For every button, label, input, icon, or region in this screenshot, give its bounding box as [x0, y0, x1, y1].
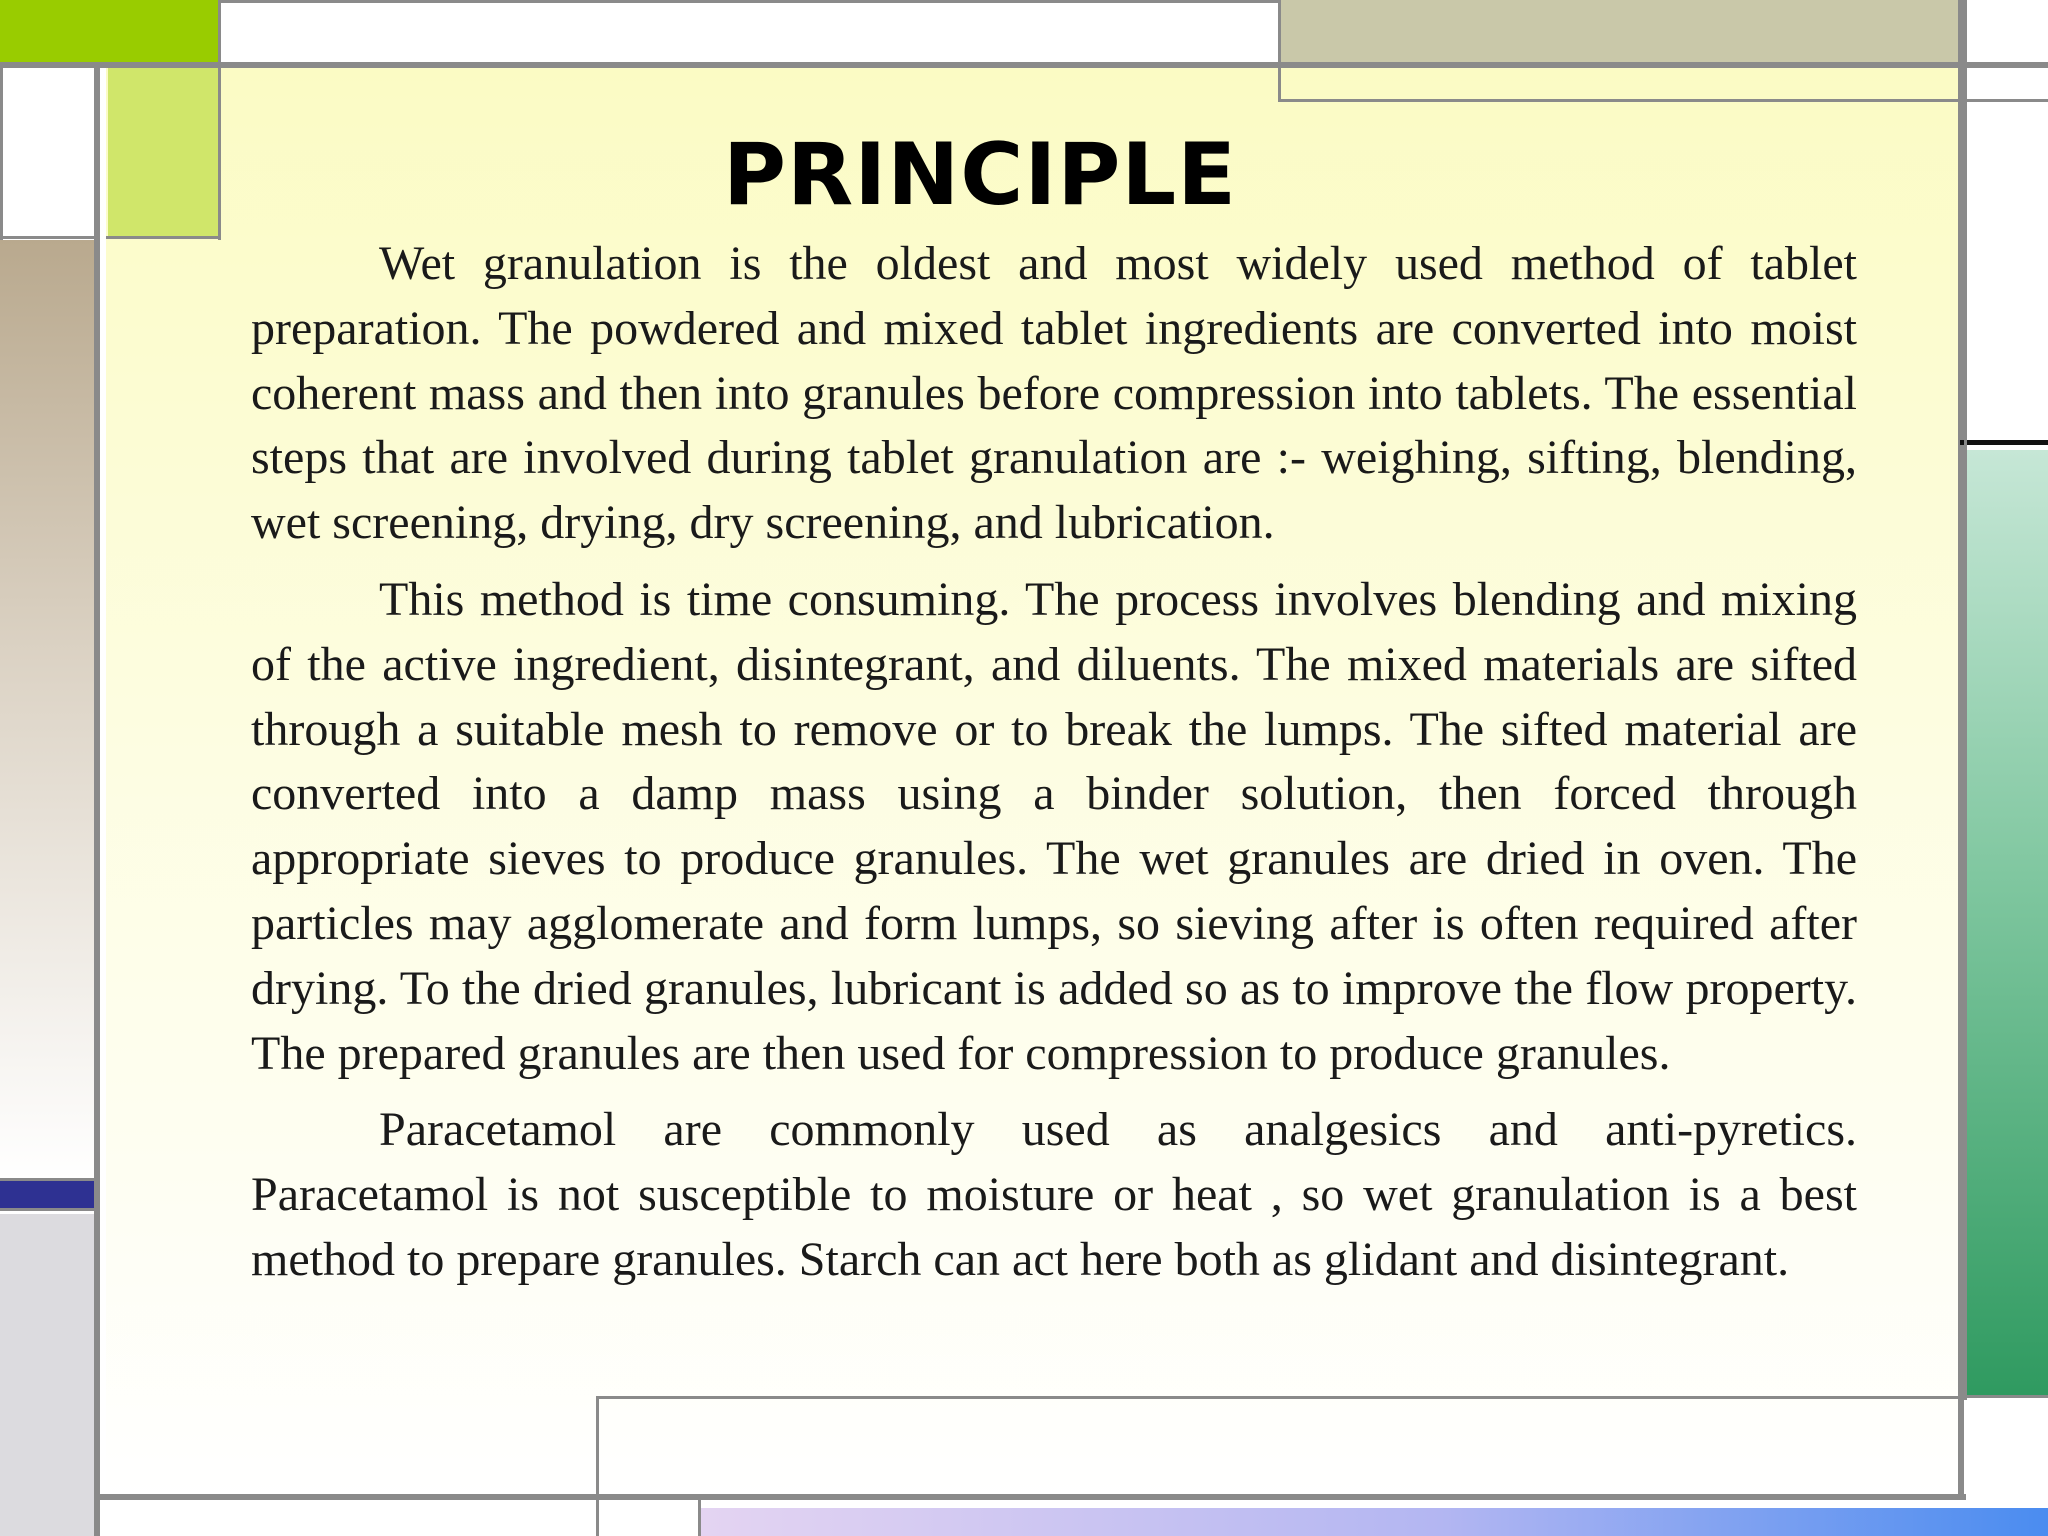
- paragraph-paracetamol: Paracetamol are commonly used as analgesics and anti-pyretics. Paracetamol is not susceptible to moisture or heat , so wet granulation is a best method to prepare granules. Starch can act here both as glidant and disintegrant.: [251, 1103, 1857, 1286]
- slide-title: PRINCIPLE: [723, 125, 1237, 225]
- taupe-gradient-block: [0, 240, 94, 1180]
- light-grey-block: [0, 1214, 94, 1536]
- frame-green-bottom: [1964, 1395, 2048, 1398]
- bottom-purple-blue-bar: [700, 1508, 2048, 1536]
- frame-bottom-line: [94, 1494, 1966, 1500]
- body-text: [251, 232, 1857, 1305]
- frame-top-edge: [218, 0, 1280, 3]
- paragraph-method: This method is time consuming. The process involves blending and mixing of the active ingredient, disintegrant, and diluents. The mixed materials are sifted through a suitable mesh to remove or to break the lumps. The sifted material are converted into a damp mass using a binder solution, then forced through appropriate sieves to produce granules. The wet granules are dried in oven. The particles may agglomerate and form lumps, so sieving after is often required after drying. To the dried granules, lubricant is added so as to improve the flow property. The prepared granules are then used for compression to produce granules.: [251, 572, 1857, 1080]
- frame-bottom-box-top: [596, 1396, 1966, 1399]
- frame-bottom-box-left: [596, 1396, 599, 1536]
- frame-left-navy-top: [0, 1178, 96, 1181]
- frame-top-line: [0, 62, 2048, 68]
- frame-left-line: [94, 64, 100, 1536]
- frame-right-black-line: [1960, 440, 2048, 445]
- green-gradient-block: [1966, 450, 2048, 1396]
- frame-left-upper-line: [0, 236, 96, 239]
- frame-left-grey-top: [0, 1208, 96, 1211]
- paragraph-wet-granulation: Wet granulation is the oldest and most widely used method of tablet preparation. The powdered and mixed tablet ingredients are converted into moist coherent mass and then into granules before compression into tablets. The essential steps that are involved during tablet granulation are :- weighing, sifting, blending, wet screening, drying, dry screening, and lubrication.: [251, 237, 1857, 550]
- frame-left-edge-upper: [0, 64, 3, 240]
- frame-top-left-divider: [218, 0, 221, 240]
- frame-khaki-bottom: [1278, 99, 2048, 102]
- light-lime-block: [108, 68, 220, 238]
- navy-bar: [0, 1180, 94, 1208]
- lime-green-block: [0, 0, 220, 64]
- frame-right-inner-line: [1964, 0, 1967, 1400]
- frame-khaki-left: [1278, 0, 1281, 102]
- frame-lime-bottom-line: [106, 236, 221, 239]
- frame-bottom-bar-left: [698, 1500, 701, 1536]
